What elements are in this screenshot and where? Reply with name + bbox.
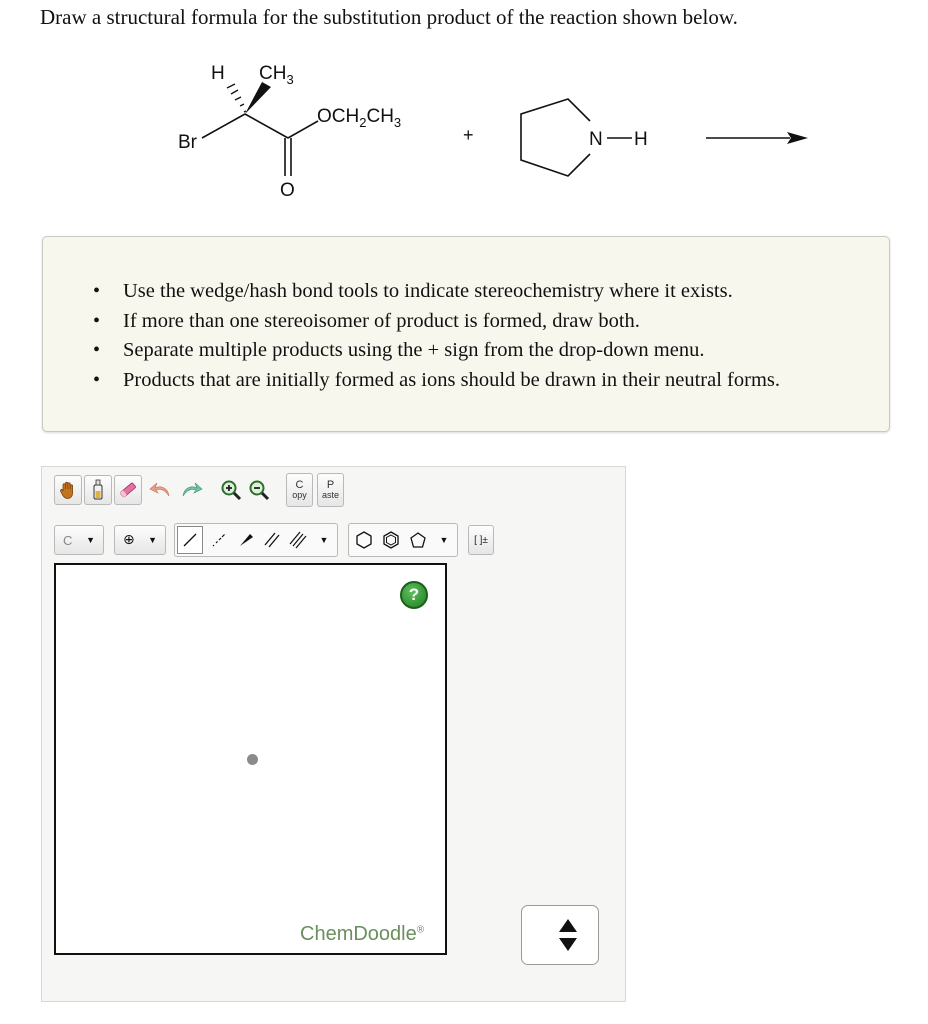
chemdoodle-logo bbox=[300, 923, 424, 946]
bracket-label: [ ]± bbox=[474, 534, 488, 546]
methyl-c-text: CH bbox=[259, 63, 287, 84]
eraser-tool-button[interactable] bbox=[114, 475, 142, 505]
ethoxy-och: OCH bbox=[317, 106, 360, 127]
bond-dropdown-button[interactable] bbox=[313, 526, 335, 554]
reaction-arrow bbox=[706, 132, 808, 144]
zoom-in-icon bbox=[220, 479, 242, 501]
instruction-item: • Products that are initially formed as ions should be drawn in their neutral forms. bbox=[93, 368, 780, 391]
ethoxy-sub-2: 3 bbox=[393, 115, 402, 130]
hexagon-icon bbox=[354, 530, 374, 550]
zoom-out-icon bbox=[248, 479, 270, 501]
copy-label-bottom: opy bbox=[292, 490, 307, 500]
bracket-charge-button[interactable] bbox=[468, 525, 494, 555]
paste-label-bottom: aste bbox=[321, 490, 339, 500]
ring-dropdown-button[interactable] bbox=[433, 526, 455, 554]
instructions-list bbox=[93, 277, 780, 395]
chemdoodle-brand-text: ChemDoodle bbox=[300, 923, 417, 945]
instruction-text: If more than one stereoisomer of product is formed, draw both. bbox=[123, 309, 640, 332]
double-bond-button[interactable] bbox=[259, 526, 285, 554]
undo-button[interactable] bbox=[146, 475, 176, 505]
pyrrolidine-ring bbox=[521, 99, 590, 176]
methyl-label bbox=[259, 63, 294, 87]
cyclohexane-button[interactable] bbox=[351, 526, 377, 554]
methyl-subscript: 3 bbox=[286, 72, 294, 87]
element-value: C bbox=[63, 532, 73, 548]
plus-sign: + bbox=[463, 125, 474, 145]
triple-bond-icon bbox=[289, 531, 307, 549]
up-down-arrows-icon bbox=[521, 905, 599, 965]
wedge-bond-button[interactable] bbox=[233, 526, 259, 554]
eraser-icon bbox=[117, 479, 139, 501]
instruction-text: Products that are initially formed as ions should be drawn in their neutral forms. bbox=[123, 368, 780, 391]
element-select[interactable] bbox=[54, 525, 104, 555]
redo-icon bbox=[178, 479, 204, 501]
pentagon-icon bbox=[408, 530, 428, 550]
copy-label-top: C bbox=[295, 479, 304, 491]
single-bond-icon bbox=[181, 531, 199, 549]
bond-carbonyl-ester-o bbox=[288, 121, 318, 138]
ethoxy-sub-1: 2 bbox=[359, 115, 367, 130]
zoom-out-button[interactable] bbox=[246, 475, 272, 505]
bond-tools-group bbox=[174, 523, 338, 557]
flask-clear-icon bbox=[90, 479, 106, 501]
benzene-button[interactable] bbox=[378, 526, 404, 554]
drawing-canvas[interactable] bbox=[54, 563, 447, 955]
question-text: Draw a structural formula for the substitution product of the reaction shown below. bbox=[40, 5, 738, 29]
recessed-bond-button[interactable] bbox=[206, 526, 232, 554]
clear-tool-button[interactable] bbox=[84, 475, 112, 505]
single-bond-button[interactable] bbox=[177, 526, 203, 554]
undo-icon bbox=[148, 479, 174, 501]
reactant-pyrrolidine bbox=[521, 99, 648, 176]
hand-icon bbox=[59, 480, 77, 500]
canvas-cursor-dot bbox=[247, 754, 258, 765]
reactant-bromoester bbox=[178, 63, 401, 201]
recessed-bond-icon bbox=[210, 531, 228, 549]
instruction-text: Use the wedge/hash bond tools to indicate stereochemistry where it exists. bbox=[123, 280, 733, 302]
nh-hydrogen-label: H bbox=[634, 129, 648, 150]
triple-bond-button[interactable] bbox=[285, 526, 311, 554]
charge-select[interactable] bbox=[114, 525, 166, 555]
cyclopentane-button[interactable] bbox=[405, 526, 431, 554]
charge-symbol: ⊕ bbox=[123, 532, 135, 548]
copy-button[interactable] bbox=[286, 473, 313, 507]
double-bond-icon bbox=[263, 531, 281, 549]
registered-mark: ® bbox=[416, 924, 425, 936]
structure-stepper[interactable] bbox=[521, 905, 599, 965]
instruction-item: • Separate multiple products using the + sign from the drop-down menu. bbox=[93, 339, 705, 361]
benzene-icon bbox=[381, 530, 401, 550]
chemdoodle-editor bbox=[41, 466, 626, 1002]
paste-label-top: P bbox=[326, 479, 335, 491]
chevron-down-icon: ▼ bbox=[319, 535, 329, 545]
bond-br-c bbox=[202, 114, 245, 138]
ethoxy-ch: CH bbox=[366, 106, 394, 127]
bromine-label: Br bbox=[178, 132, 197, 153]
instruction-item: • Use the wedge/hash bond tools to indicate stereochemistry where it exists. bbox=[93, 280, 733, 302]
ring-tools-group bbox=[348, 523, 458, 557]
carbonyl-oxygen-label: O bbox=[280, 180, 295, 201]
nitrogen-label: N bbox=[589, 129, 603, 150]
wedge-bond-icon bbox=[237, 531, 255, 549]
instructions-box bbox=[42, 236, 890, 432]
bond-c-carbonyl bbox=[245, 114, 288, 138]
reaction-scheme bbox=[0, 0, 928, 230]
chevron-down-icon: ▼ bbox=[148, 535, 157, 545]
wedge-bond-methyl bbox=[245, 82, 271, 114]
instruction-item: • If more than one stereoisomer of product is formed, draw both. bbox=[93, 309, 640, 332]
zoom-in-button[interactable] bbox=[218, 475, 244, 505]
chevron-down-icon: ▼ bbox=[439, 535, 449, 545]
help-button[interactable]: ? bbox=[400, 581, 428, 609]
redo-button[interactable] bbox=[176, 475, 206, 505]
hashed-bond-h bbox=[227, 84, 246, 112]
hydrogen-label: H bbox=[211, 63, 225, 84]
paste-button[interactable] bbox=[317, 473, 344, 507]
pan-tool-button[interactable] bbox=[54, 475, 82, 505]
chevron-down-icon: ▼ bbox=[86, 535, 95, 545]
ethoxy-label bbox=[317, 106, 401, 130]
instruction-text: Separate multiple products using the + sign from the drop-down menu. bbox=[123, 339, 705, 361]
